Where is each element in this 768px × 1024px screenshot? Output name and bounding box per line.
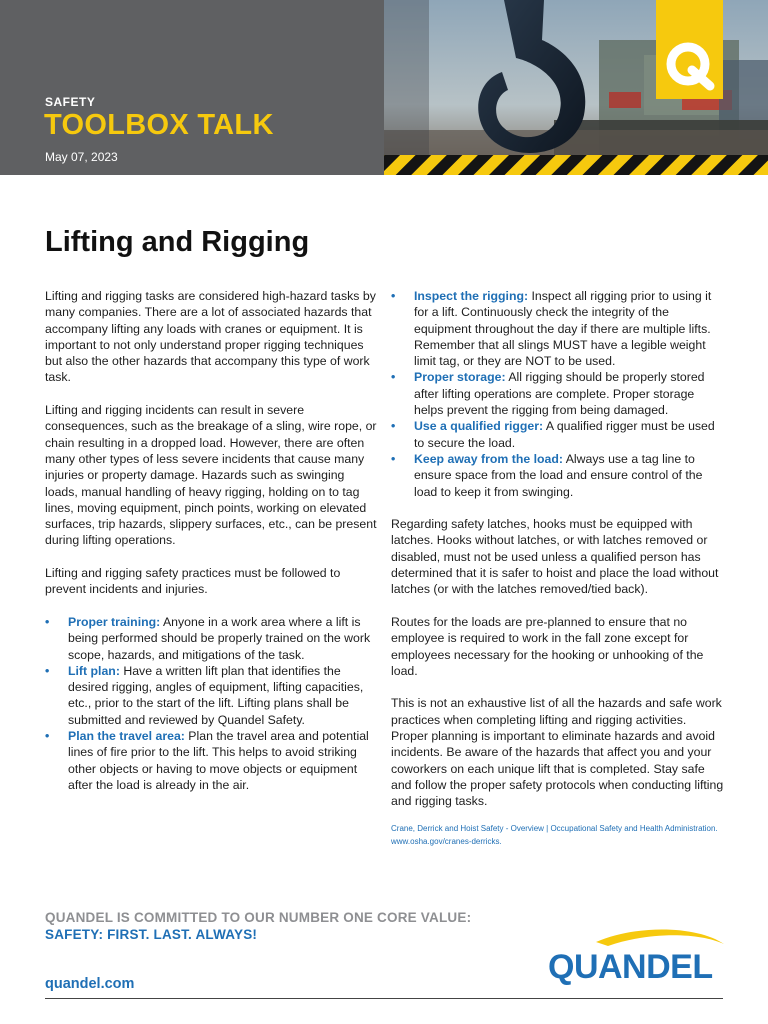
list-item [391,451,726,500]
footer-divider [45,998,723,999]
practice-list-right [391,288,726,500]
commitment-statement: QUANDEL IS COMMITTED TO OUR NUMBER ONE CORE VALUE: [45,910,472,925]
bullet-text: Anyone in a work area where a lift is being performed should be properly trained on the work scope, hazards, and mitigations of the task. [68,614,371,662]
section-kicker: SAFETY [45,95,96,109]
publish-date: May 07, 2023 [45,150,118,164]
list-item [45,728,377,793]
safety-slogan: SAFETY: FIRST. LAST. ALWAYS! [45,927,258,942]
bullet-text: Always use a tag line to ensure space from the load and ensure control of the load to keep it from swinging. [414,451,703,499]
bullet-label: Keep away from the load: [414,451,563,466]
website-link[interactable]: quandel.com [45,976,135,992]
bullet-label: Inspect the rigging: [414,289,529,303]
article-title: Lifting and Rigging [45,226,310,258]
left-column [45,288,377,810]
practices-paragraph: Lifting and rigging safety practices must be followed to prevent incidents and injuries. [45,566,341,597]
bullet-text: All rigging should be properly stored after lifting operations are complete. Proper storage helps prevent the rigging from being damaged. [414,370,705,418]
practice-list-left [45,614,377,793]
incidents-paragraph: Lifting and rigging incidents can result in severe consequences, such as the breakage of a sling, wire rope, or chain resulting in a dropped load. However, there are often many other types of less severe incidents that cause many injuries or property damage. Hazards such as swinging loads, manual handling of heavy rigging, holding on to tag lines, moving equipment, pinch points, working on elevated surfaces, trip hazards, slippery surfaces, etc., can be present during lifting operations. [45,403,377,548]
closing-paragraph: This is not an exhaustive list of all the hazards and safe work practices when completing lifting and rigging activities. Proper planning is important to eliminate hazards and avoid incidents. Be aware of the hazards that affect you and your coworkers on each unique lift that is completed. Stay safe and follow the proper safety protocols when conducting lifting and rigging tasks. [391,696,724,809]
list-item [391,369,726,418]
latches-paragraph: Regarding safety latches, hooks must be equipped with latches. Hooks without latches, or with latches removed or disabled, must not be used unless a qualified person has determined that it is safer to hoist and place the load without latches (or with the latches removed/tied back). [391,517,719,597]
quandel-logo [548,926,726,988]
bullet-label: Proper training: [68,614,161,629]
bullet-label: Proper storage: [414,370,506,385]
bullet-text: Have a written lift plan that identifies the desired rigging, angles of equipment, lifting capacities, etc., prior to the start of the lift. Lifting plans shall be submitted and reviewed by Quandel Safety. [68,663,364,727]
logo-wordmark: QUANDEL [548,948,713,986]
quandel-q-badge [656,0,723,99]
bullet-text: A qualified rigger must be used to secure the load. [414,419,715,450]
list-item [391,288,726,369]
routes-paragraph: Routes for the loads are pre-planned to ensure that no employee is required to work in the fall zone except for employees necessary for the hooking or unhooking of the load. [391,614,704,678]
list-item [45,614,377,663]
bullet-label: Lift plan: [68,663,120,678]
intro-paragraph: Lifting and rigging tasks are considered high-hazard tasks by many companies. There are a lot of associated hazards that accompany lifting any loads with cranes or equipment. It is important to not only understand proper rigging techniques but also the other hazards that accompany this type of work task. [45,289,376,385]
list-item [391,418,726,451]
bullet-label: Use a qualified rigger: [414,419,544,434]
bullet-text: Plan the travel area and potential lines of fire prior to the lift. This helps to avoid striking other objects or having to move objects or equipment after the load is already in the air. [68,729,369,792]
toolbox-talk-title: TOOLBOX TALK [44,109,274,141]
bullet-text: Inspect all rigging prior to using it for a lift. Continuously check the integrity of the equipment throughout the day if there are multiple lifts. Remember that all slings MUST have a legible weight limit tag, or they are NOT to be used. [414,289,712,369]
right-column [391,288,726,848]
list-item [45,663,377,728]
bullet-label: Plan the travel area: [68,729,185,744]
osha-reference-link[interactable]: Crane, Derrick and Hoist Safety - Overview | Occupational Safety and Health Administration. www.osha.gov/cranes-derricks. [391,823,718,846]
